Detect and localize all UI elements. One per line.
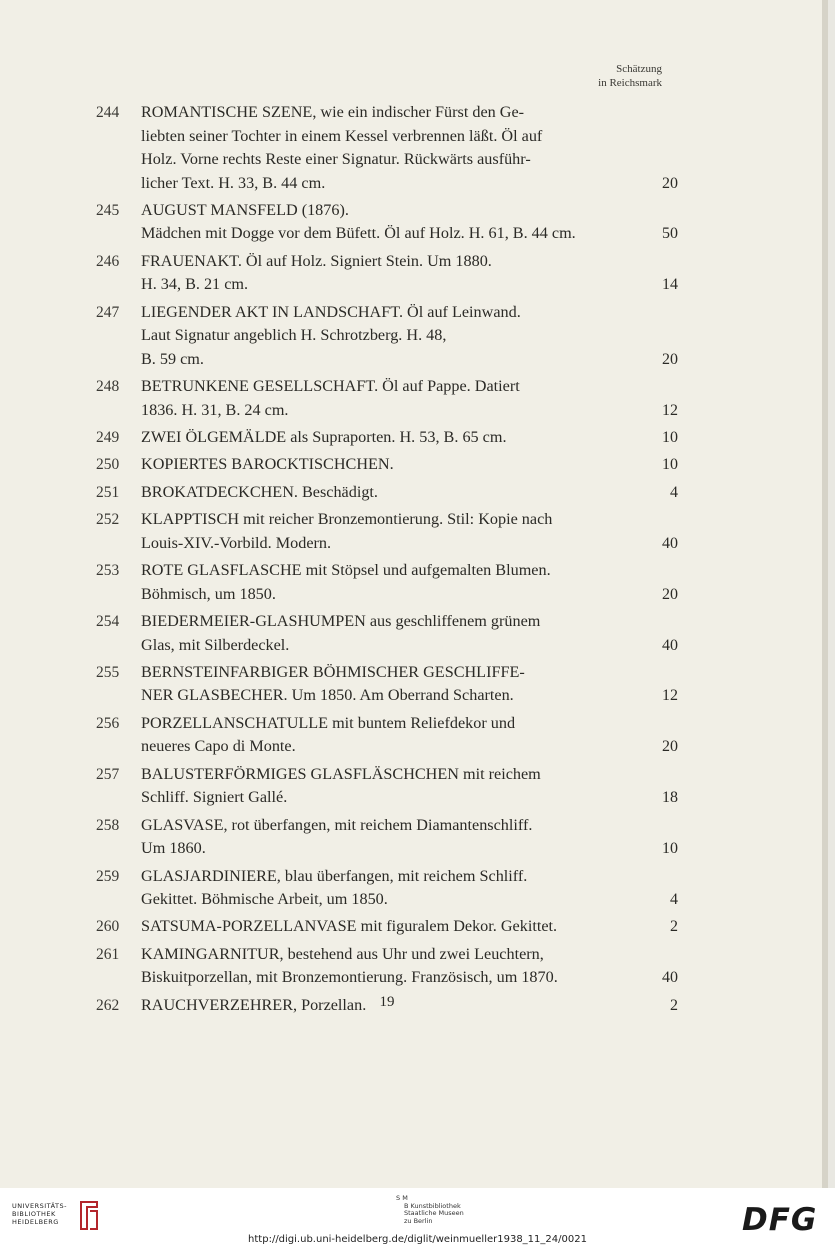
lot-estimate: 40 bbox=[662, 534, 678, 552]
lot-estimate: 10 bbox=[662, 840, 678, 858]
lot-description-line: licher Text. H. 33, B. 44 cm. bbox=[141, 173, 326, 192]
lot-estimate: 18 bbox=[662, 789, 678, 807]
lot-number: 259 bbox=[96, 867, 120, 885]
lot-estimate: 14 bbox=[662, 276, 678, 294]
lot-description-line: RAUCHVERZEHRER, Porzellan. bbox=[141, 995, 367, 1014]
lot-number: 257 bbox=[96, 765, 120, 783]
lot-description-line: SATSUMA-PORZELLANVASE mit figuralem Dekor. Gekittet. bbox=[141, 917, 558, 936]
lot-description bbox=[141, 301, 628, 372]
lot-description bbox=[141, 453, 628, 477]
lot-description-line: FRAUENAKT. Öl auf Holz. Signiert Stein. Um 1880. bbox=[141, 251, 492, 270]
lot-description-line: Biskuitporzellan, mit Bronzemontierung. Französisch, um 1870. bbox=[141, 968, 558, 987]
lot-estimate: 10 bbox=[662, 456, 678, 474]
lot-description bbox=[141, 661, 628, 708]
page-number: 19 bbox=[379, 994, 395, 1010]
lot-estimate: 2 bbox=[670, 918, 678, 936]
lot-description bbox=[141, 865, 628, 912]
lot-number: 251 bbox=[96, 483, 120, 501]
lot-number: 252 bbox=[96, 511, 120, 529]
lot-description bbox=[141, 943, 628, 990]
lot-description-line: H. 34, B. 21 cm. bbox=[141, 275, 249, 294]
lot-description-line: Schliff. Signiert Gallé. bbox=[141, 788, 288, 807]
lot-description-line: KOPIERTES BAROCKTISCHCHEN. bbox=[141, 455, 394, 474]
lot-description bbox=[141, 814, 628, 861]
kunstbibliothek-logo[interactable] bbox=[396, 1195, 464, 1225]
estimate-header-line2: in Reichsmark bbox=[598, 77, 662, 89]
lot-estimate: 50 bbox=[662, 225, 678, 243]
lot-description bbox=[141, 250, 628, 297]
lot-estimate: 10 bbox=[662, 429, 678, 446]
lot-estimate: 2 bbox=[670, 996, 678, 1014]
lot-description-line: BALUSTERFÖRMIGES GLASFLÄSCHCHEN mit reichem bbox=[141, 764, 541, 783]
lot-description bbox=[141, 101, 628, 195]
lot-number: 248 bbox=[96, 378, 120, 396]
lot-description-line: ROMANTISCHE SZENE, wie ein indischer Fürst den Ge- bbox=[141, 103, 525, 121]
estimate-header-line1: Schätzung bbox=[616, 63, 662, 75]
lot-estimate: 4 bbox=[670, 891, 678, 908]
lot-number: 249 bbox=[96, 429, 120, 446]
lot-description bbox=[141, 426, 628, 450]
lot-number: 245 bbox=[96, 201, 120, 219]
lot-description-line: neueres Capo di Monte. bbox=[141, 737, 296, 756]
lot-description-line: Louis-XIV.-Vorbild. Modern. bbox=[141, 533, 332, 552]
center-logo-line4: zu Berlin bbox=[404, 1216, 433, 1225]
lot-description-line: GLASVASE, rot überfangen, mit reichem Diamantenschliff. bbox=[141, 815, 533, 834]
lot-estimate: 40 bbox=[662, 969, 678, 987]
lot-number: 250 bbox=[96, 456, 120, 474]
lot-estimate: 20 bbox=[662, 174, 678, 192]
lot-number: 244 bbox=[96, 104, 120, 121]
lot-description-line: Laut Signatur angeblich H. Schrotzberg. H. 48, bbox=[141, 326, 447, 345]
lot-description-line: B. 59 cm. bbox=[141, 349, 204, 368]
lot-description-line: ZWEI ÖLGEMÄLDE als Supraporten. H. 53, B. 65 cm. bbox=[141, 428, 507, 446]
lot-description bbox=[141, 559, 628, 606]
viewer-footer bbox=[0, 1188, 835, 1251]
lot-description bbox=[141, 481, 628, 505]
lot-description-line: BIEDERMEIER-GLASHUMPEN aus geschliffenem grünem bbox=[141, 612, 541, 630]
lot-description-line: Gekittet. Böhmische Arbeit, um 1850. bbox=[141, 890, 388, 908]
lot-description bbox=[141, 712, 628, 759]
lot-number: 255 bbox=[96, 663, 120, 681]
lot-description-line: PORZELLANSCHATULLE mit buntem Reliefdekor und bbox=[141, 713, 516, 732]
lot-description-line: BERNSTEINFARBIGER BÖHMISCHER GESCHLIFFE- bbox=[141, 662, 525, 681]
permalink[interactable] bbox=[0, 1234, 835, 1245]
dfg-logo[interactable]: DFG bbox=[742, 1202, 818, 1238]
lot-estimate: 12 bbox=[662, 687, 678, 705]
lot-description-line: 1836. H. 31, B. 24 cm. bbox=[141, 400, 289, 419]
lot-description-line: AUGUST MANSFELD (1876). bbox=[141, 200, 349, 219]
lot-number: 254 bbox=[96, 613, 120, 630]
lot-number: 256 bbox=[96, 714, 120, 732]
lot-description bbox=[141, 610, 628, 657]
lot-estimate: 20 bbox=[662, 585, 678, 603]
lot-description-line: NER GLASBECHER. Um 1850. Am Oberrand Scharten. bbox=[141, 686, 514, 705]
lot-number: 262 bbox=[96, 996, 120, 1014]
university-mark-icon bbox=[78, 1199, 100, 1233]
lot-description bbox=[141, 199, 628, 246]
lot-description bbox=[141, 375, 628, 422]
lot-description bbox=[141, 508, 628, 555]
lot-description-line: GLASJARDINIERE, blau überfangen, mit reichem Schliff. bbox=[141, 866, 528, 885]
lot-description bbox=[141, 763, 628, 810]
lot-estimate: 20 bbox=[662, 350, 678, 368]
lot-description-line: liebten seiner Tochter in einem Kessel verbrennen läßt. Öl auf bbox=[141, 126, 543, 145]
lot-number: 258 bbox=[96, 816, 120, 834]
lot-description-line: Holz. Vorne rechts Reste einer Signatur. Rückwärts ausführ- bbox=[141, 150, 531, 168]
lot-estimate: 40 bbox=[662, 636, 678, 654]
lot-number: 246 bbox=[96, 252, 120, 270]
university-line1: UNIVERSITÄTS- bbox=[12, 1202, 67, 1210]
lot-number: 247 bbox=[96, 303, 120, 321]
lot-description-line: LIEGENDER AKT IN LANDSCHAFT. Öl auf Leinwand. bbox=[141, 302, 521, 321]
lot-description-line: Mädchen mit Dogge vor dem Büfett. Öl auf Holz. H. 61, B. 44 cm. bbox=[141, 224, 576, 243]
university-library-logo[interactable] bbox=[12, 1202, 67, 1226]
lot-description-line: ROTE GLASFLASCHE mit Stöpsel und aufgemalten Blumen. bbox=[141, 561, 551, 580]
lot-description-line: BETRUNKENE GESELLSCHAFT. Öl auf Pappe. Datiert bbox=[141, 377, 520, 396]
center-logo-line2: B Kunstbibliothek bbox=[404, 1201, 461, 1210]
lot-description-line: BROKATDECKCHEN. Beschädigt. bbox=[141, 482, 378, 501]
university-line2: BIBLIOTHEK bbox=[12, 1210, 56, 1218]
university-line3: HEIDELBERG bbox=[12, 1218, 59, 1226]
center-logo-line3: Staatliche Museen bbox=[404, 1209, 464, 1217]
lot-number: 261 bbox=[96, 945, 120, 963]
lot-description-line: Glas, mit Silberdeckel. bbox=[141, 635, 290, 654]
lot-description bbox=[141, 915, 628, 939]
lot-description-line: KLAPPTISCH mit reicher Bronzemontierung. Stil: Kopie nach bbox=[141, 510, 553, 529]
lot-estimate: 20 bbox=[662, 738, 678, 756]
lot-estimate: 4 bbox=[670, 483, 678, 501]
lot-description-line: KAMINGARNITUR, bestehend aus Uhr und zwei Leuchtern, bbox=[141, 944, 544, 963]
permalink-link[interactable]: http://digi.ub.uni-heidelberg.de/diglit/weinmueller1938_11_24/0021 bbox=[248, 1234, 587, 1245]
lot-estimate: 12 bbox=[662, 401, 678, 419]
lot-number: 260 bbox=[96, 918, 120, 936]
lot-number: 253 bbox=[96, 562, 120, 580]
lot-description-line: Böhmisch, um 1850. bbox=[141, 584, 276, 603]
center-logo-line1: S M bbox=[396, 1194, 408, 1202]
lot-description-line: Um 1860. bbox=[141, 839, 206, 858]
